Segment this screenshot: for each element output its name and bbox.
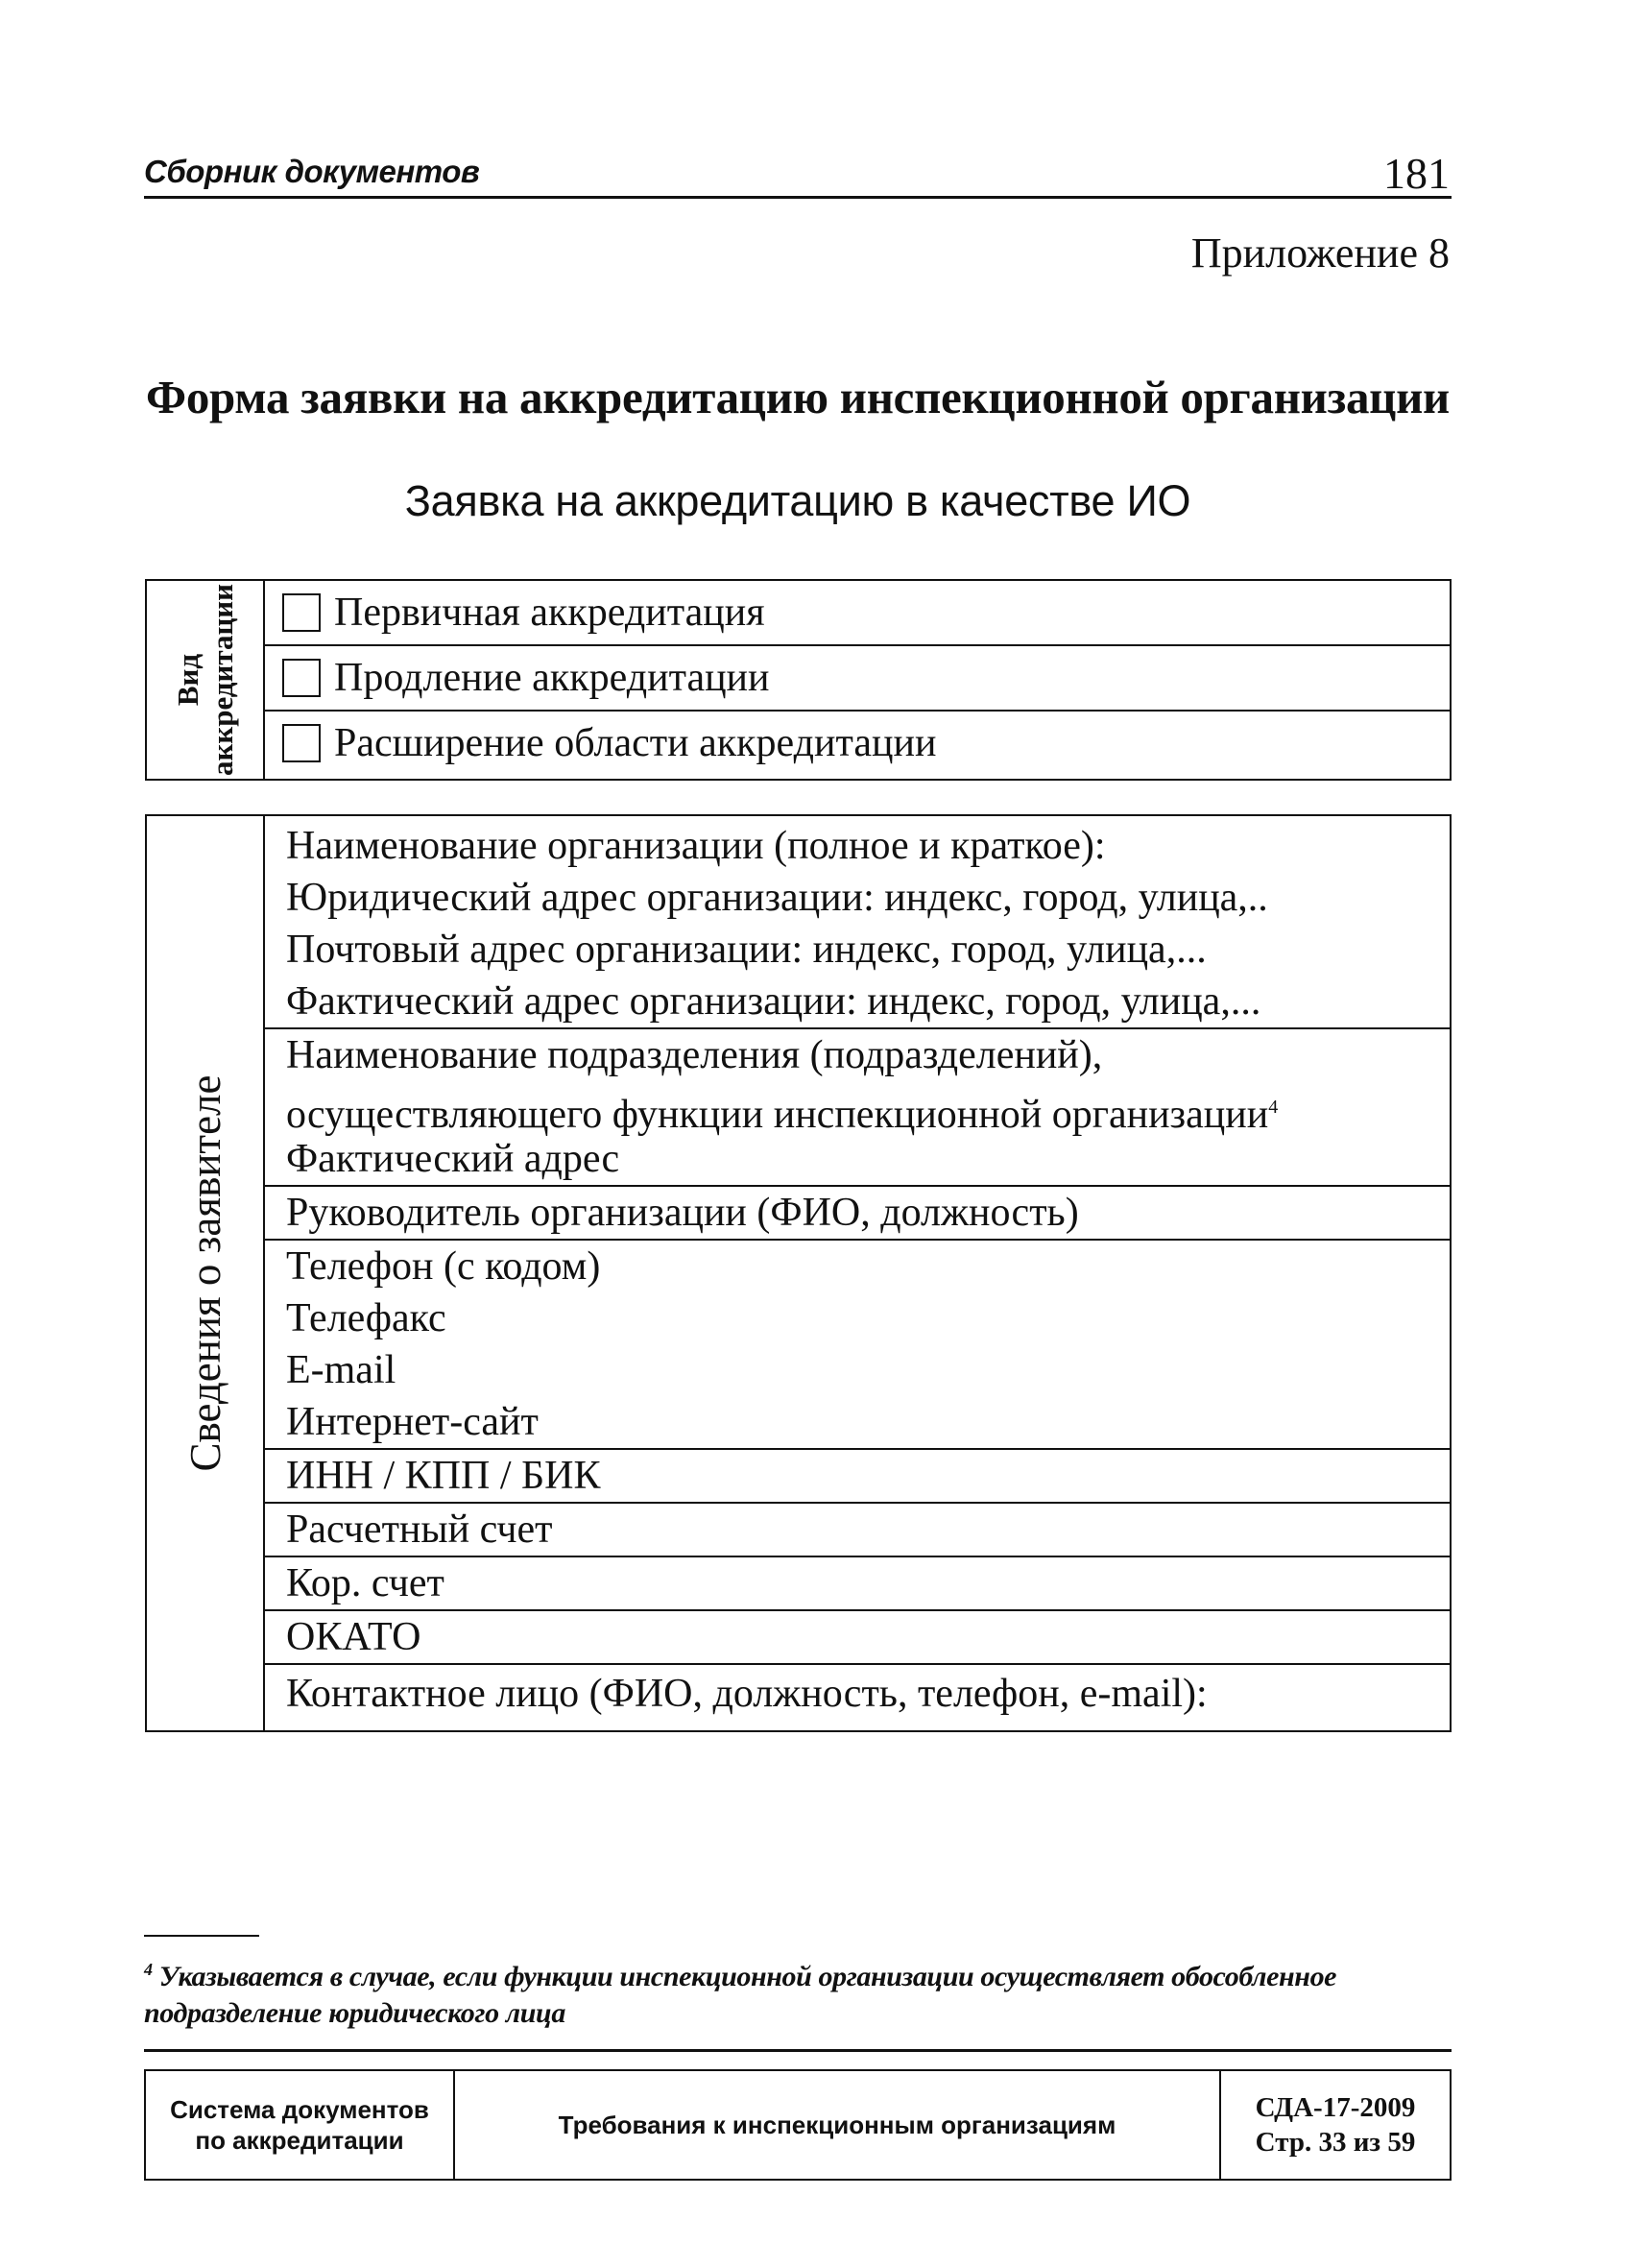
option-renewal-accreditation[interactable] bbox=[264, 645, 1451, 711]
actual-address-line: Фактический адрес организации: индекс, город, улица,... bbox=[286, 979, 1261, 1024]
applicant-side-text: Сведения о заявителе bbox=[180, 1074, 229, 1472]
form-subtitle: Заявка на аккредитацию в качестве ИО bbox=[404, 476, 1191, 525]
fax-line: Телефакс bbox=[286, 1296, 446, 1340]
contact-person-line: Контактное лицо (ФИО, должность, телефон, e-mail): bbox=[286, 1672, 1208, 1716]
footnote-marker: 4 bbox=[144, 1960, 153, 1979]
phone-line: Телефон (с кодом) bbox=[286, 1244, 601, 1289]
settlement-account-line: Расчетный счет bbox=[286, 1508, 553, 1552]
appendix-label: Приложение 8 bbox=[1190, 229, 1450, 277]
head-line: Руководитель организации (ФИО, должность) bbox=[286, 1191, 1079, 1235]
footnote-divider bbox=[144, 1935, 259, 1937]
email-line: E-mail bbox=[286, 1348, 396, 1392]
division-address-line: Фактический адрес bbox=[286, 1137, 620, 1181]
inn-kpp-bik-line: ИНН / КПП / БИК bbox=[286, 1454, 601, 1498]
accreditation-type-table bbox=[145, 579, 1452, 781]
settlement-account-cell[interactable] bbox=[264, 1503, 1451, 1556]
inn-kpp-bik-cell[interactable] bbox=[264, 1449, 1451, 1503]
accreditation-type-side-label bbox=[146, 580, 264, 780]
head-cell[interactable] bbox=[264, 1186, 1451, 1240]
form-title: Форма заявки на аккредитацию инспекционной организации bbox=[146, 371, 1450, 423]
checkbox-extension[interactable] bbox=[282, 724, 321, 762]
division-cell[interactable] bbox=[264, 1028, 1451, 1186]
footer-document-title: Требования к инспекционным организациям bbox=[558, 2111, 1116, 2139]
option-scope-extension[interactable] bbox=[264, 711, 1451, 780]
footer-system-cell bbox=[145, 2070, 454, 2180]
org-name-line: Наименование организации (полное и краткое): bbox=[286, 824, 1106, 868]
footnote-text: Указывается в случае, если функции инспекционной организации осуществляет обособленное подразделение юридического лица bbox=[144, 1961, 1337, 2029]
applicant-side-label bbox=[146, 815, 264, 1731]
correspondent-account-cell[interactable] bbox=[264, 1556, 1451, 1610]
side-label-line2: аккредитации bbox=[204, 583, 239, 777]
header-divider bbox=[144, 196, 1452, 199]
option-primary-accreditation[interactable] bbox=[264, 580, 1451, 645]
footer-system-line1: Система документов bbox=[170, 2095, 429, 2124]
footer-title-cell bbox=[454, 2070, 1220, 2180]
postal-address-line: Почтовый адрес организации: индекс, город, улица,... bbox=[286, 928, 1207, 972]
option-label: Расширение области аккредитации bbox=[334, 721, 937, 765]
footer-divider bbox=[144, 2049, 1452, 2052]
footer-system-line2: по аккредитации bbox=[195, 2126, 404, 2155]
option-label: Первичная аккредитация bbox=[334, 591, 765, 635]
option-label: Продление аккредитации bbox=[334, 656, 770, 700]
contact-person-cell[interactable] bbox=[264, 1664, 1451, 1731]
collection-title: Сборник документов bbox=[144, 154, 480, 189]
correspondent-account-line: Кор. счет bbox=[286, 1561, 444, 1605]
legal-address-line: Юридический адрес организации: индекс, город, улица,.. bbox=[286, 876, 1268, 920]
contacts-cell[interactable] bbox=[264, 1240, 1451, 1449]
website-line: Интернет-сайт bbox=[286, 1400, 539, 1444]
page-number: 181 bbox=[1383, 149, 1450, 198]
okato-cell[interactable] bbox=[264, 1610, 1451, 1664]
side-label-line1: Вид bbox=[170, 653, 204, 707]
footer-page-info: Стр. 33 из 59 bbox=[1255, 2127, 1416, 2158]
page-footer bbox=[144, 2069, 1452, 2181]
footnote bbox=[144, 1951, 1459, 2032]
checkbox-renewal[interactable] bbox=[282, 659, 321, 697]
applicant-info-table bbox=[145, 814, 1452, 1732]
org-name-address-cell[interactable] bbox=[264, 815, 1451, 1028]
footer-doc-code: СДА-17-2009 bbox=[1255, 2092, 1416, 2123]
footnote-ref: 4 bbox=[1268, 1097, 1279, 1118]
division-function-line: осуществляющего функции инспекционной организации bbox=[286, 1093, 1269, 1137]
division-name-line: Наименование подразделения (подразделений), bbox=[286, 1033, 1103, 1077]
footer-code-cell bbox=[1220, 2070, 1451, 2180]
okato-line: ОКАТО bbox=[286, 1615, 421, 1659]
checkbox-primary[interactable] bbox=[282, 593, 321, 632]
